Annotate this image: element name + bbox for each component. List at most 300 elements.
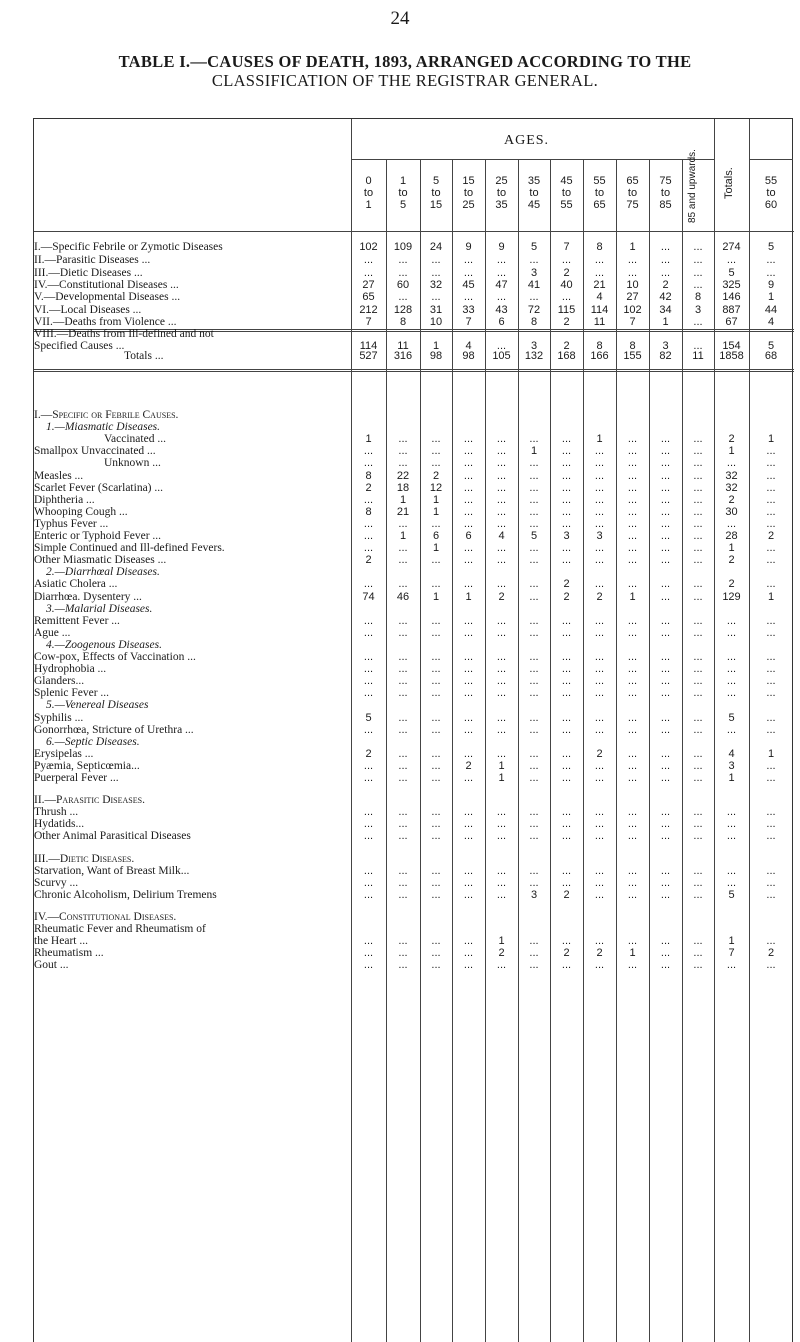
detail-row <box>34 712 794 724</box>
table-cell: ... <box>660 760 671 772</box>
table-cell: ... <box>660 947 671 959</box>
table-cell: ... <box>463 663 474 675</box>
table-cell: ... <box>561 506 572 518</box>
table-cell: ... <box>594 865 605 877</box>
totals-column-header: Totals. <box>723 167 735 199</box>
table-cell: 22 <box>396 470 410 482</box>
table-cell: ... <box>627 578 638 590</box>
totals-label: Totals ... <box>124 350 164 362</box>
table-cell: 1 <box>432 494 440 506</box>
table-cell: ... <box>561 554 572 566</box>
table-cell: 2 <box>728 578 735 590</box>
table-cell: ... <box>660 675 671 687</box>
detail-row <box>34 794 794 806</box>
table-cell: 2 <box>498 947 505 959</box>
detail-row <box>34 518 794 530</box>
table-cell: ... <box>398 663 408 675</box>
detail-row <box>34 603 794 615</box>
table-cell: ... <box>594 724 605 736</box>
table-cell: ... <box>529 877 539 889</box>
table-cell: ... <box>627 554 638 566</box>
table-cell: 274 <box>722 241 741 253</box>
table-cell: ... <box>693 445 703 457</box>
table-cell: ... <box>529 627 539 639</box>
detail-row <box>34 923 794 935</box>
table-cell: ... <box>431 291 441 303</box>
table-cell: ... <box>463 518 474 530</box>
table-cell: ... <box>363 675 374 687</box>
table-cell: ... <box>627 542 638 554</box>
table-cell: ... <box>496 506 507 518</box>
row-label: Ague ... <box>34 627 71 639</box>
table-cell: ... <box>561 675 572 687</box>
table-cell: 21 <box>593 279 606 291</box>
detail-row <box>34 959 794 971</box>
table-cell: 11 <box>593 316 606 328</box>
table-cell: ... <box>463 865 474 877</box>
table-cell: 5 <box>767 340 775 352</box>
table-cell: ... <box>627 267 638 279</box>
table-cell: 60 <box>396 279 410 291</box>
table-cell: 6 <box>498 316 505 328</box>
table-cell: ... <box>561 445 572 457</box>
table-cell: ... <box>431 518 441 530</box>
table-cell: ... <box>627 433 638 445</box>
table-cell: 114 <box>590 304 609 316</box>
row-label: Syphilis ... <box>34 712 84 724</box>
table-cell: 8 <box>365 470 372 482</box>
table-cell: ... <box>431 947 441 959</box>
detail-row <box>34 470 794 482</box>
table-cell: ... <box>627 530 638 542</box>
table-cell: ... <box>529 663 539 675</box>
table-cell: ... <box>726 675 737 687</box>
table-cell: ... <box>627 724 638 736</box>
table-cell: ... <box>561 518 572 530</box>
header-bottom-rule <box>34 231 794 232</box>
table-cell: ... <box>594 615 605 627</box>
table-cell: ... <box>398 254 408 266</box>
row-label: Diarrhœa. Dysentery ... <box>34 591 142 603</box>
table-cell: 1 <box>629 947 636 959</box>
table-cell: 47 <box>495 279 508 291</box>
table-cell: ... <box>594 760 605 772</box>
row-label: 3.—Malarial Diseases. <box>46 603 153 615</box>
table-cell: ... <box>529 712 539 724</box>
table-cell: ... <box>726 865 737 877</box>
table-cell: ... <box>693 724 703 736</box>
table-cell: ... <box>431 877 441 889</box>
table-cell: ... <box>693 830 703 842</box>
table-cell: ... <box>726 806 737 818</box>
table-cell: ... <box>627 615 638 627</box>
causes-of-death-table <box>33 118 793 1342</box>
table-cell: 146 <box>722 291 741 303</box>
row-label: 1.—Miasmatic Diseases. <box>46 421 161 433</box>
table-cell: ... <box>398 877 408 889</box>
table-cell: 45 <box>462 279 475 291</box>
table-cell: ... <box>529 457 539 469</box>
row-label: Chronic Alcoholism, Delirium Tremens <box>34 889 217 901</box>
table-cell: ... <box>660 506 671 518</box>
table-cell: 2 <box>728 554 735 566</box>
table-cell: ... <box>496 877 507 889</box>
table-cell: ... <box>693 675 703 687</box>
total-cell: 68 <box>764 350 778 362</box>
table-cell: ... <box>529 506 539 518</box>
row-label: Typhus Fever ... <box>34 518 109 530</box>
age-column-header: 0 to 1 <box>363 175 374 211</box>
table-cell: ... <box>561 818 572 830</box>
table-cell: ... <box>627 760 638 772</box>
title-line-2: CLASSIFICATION OF THE REGISTRAR GENERAL. <box>211 71 599 90</box>
table-cell: ... <box>693 651 703 663</box>
table-cell: ... <box>561 542 572 554</box>
table-cell: 65 <box>362 291 375 303</box>
table-cell: ... <box>363 542 374 554</box>
table-cell: ... <box>766 818 776 830</box>
table-cell: ... <box>496 818 507 830</box>
table-cell: ... <box>463 959 474 971</box>
table-cell: ... <box>363 724 374 736</box>
ages-underline <box>351 159 714 160</box>
table-cell: ... <box>726 687 737 699</box>
table-cell: ... <box>660 578 671 590</box>
summary-row <box>34 241 794 253</box>
table-cell: ... <box>431 457 441 469</box>
table-cell: ... <box>529 591 539 603</box>
table-cell: ... <box>463 877 474 889</box>
table-cell: 32 <box>725 482 738 494</box>
table-cell: ... <box>627 772 638 784</box>
table-cell: ... <box>431 818 441 830</box>
table-cell: ... <box>693 935 703 947</box>
table-cell: 129 <box>722 591 741 603</box>
table-cell: 67 <box>725 316 738 328</box>
table-cell: ... <box>693 316 703 328</box>
table-cell: ... <box>660 433 671 445</box>
detail-row <box>34 615 794 627</box>
table-cell: ... <box>363 760 374 772</box>
detail-row <box>34 409 794 421</box>
table-cell: 128 <box>393 304 413 316</box>
table-cell: ... <box>496 470 507 482</box>
table-cell: 4 <box>498 530 505 542</box>
table-cell: ... <box>594 482 605 494</box>
table-cell: ... <box>398 457 408 469</box>
table-cell: ... <box>627 675 638 687</box>
table-cell: ... <box>693 806 703 818</box>
table-cell: ... <box>431 724 441 736</box>
table-cell: ... <box>766 470 776 482</box>
table-cell: ... <box>363 445 374 457</box>
table-cell: ... <box>627 506 638 518</box>
table-cell: 43 <box>495 304 508 316</box>
table-cell: ... <box>660 457 671 469</box>
table-cell: ... <box>594 457 605 469</box>
table-cell: ... <box>561 806 572 818</box>
table-cell: ... <box>766 935 776 947</box>
row-label: Starvation, Want of Breast Milk... <box>34 865 190 877</box>
detail-row <box>34 911 794 923</box>
table-cell: ... <box>766 506 776 518</box>
page-number: 24 <box>390 8 410 29</box>
table-cell: ... <box>766 615 776 627</box>
table-cell: ... <box>766 724 776 736</box>
table-cell: ... <box>529 518 539 530</box>
table-cell: 40 <box>560 279 573 291</box>
table-cell: ... <box>529 687 539 699</box>
table-cell: ... <box>431 651 441 663</box>
table-cell: 1 <box>465 591 472 603</box>
table-cell: ... <box>627 818 638 830</box>
table-cell: 4 <box>728 748 735 760</box>
table-cell: ... <box>463 506 474 518</box>
table-cell: 2 <box>563 267 570 279</box>
table-cell: ... <box>660 935 671 947</box>
table-cell: ... <box>561 959 572 971</box>
table-cell: ... <box>496 959 507 971</box>
table-cell: ... <box>496 748 507 760</box>
table-cell: ... <box>496 687 507 699</box>
table-cell: ... <box>660 748 671 760</box>
table-cell: ... <box>627 830 638 842</box>
table-cell: ... <box>766 494 776 506</box>
detail-row <box>34 877 794 889</box>
table-cell: ... <box>627 470 638 482</box>
table-cell: 8 <box>596 340 603 352</box>
detail-row <box>34 687 794 699</box>
table-cell: ... <box>496 651 507 663</box>
table-cell: ... <box>529 947 539 959</box>
detail-row <box>34 748 794 760</box>
row-label: 6.—Septic Diseases. <box>46 736 140 748</box>
table-cell: 1 <box>767 433 775 445</box>
table-title <box>40 52 770 90</box>
table-cell: ... <box>496 615 507 627</box>
table-cell: ... <box>627 663 638 675</box>
table-cell: ... <box>496 254 507 266</box>
table-cell: ... <box>693 591 703 603</box>
table-cell: ... <box>766 554 776 566</box>
table-cell: 1 <box>365 433 372 445</box>
table-cell: ... <box>660 542 671 554</box>
table-cell: 2 <box>728 433 735 445</box>
table-cell: ... <box>594 959 605 971</box>
table-cell: 1 <box>728 935 735 947</box>
table-cell: ... <box>693 627 703 639</box>
table-cell: ... <box>529 578 539 590</box>
table-cell: ... <box>529 772 539 784</box>
table-cell: ... <box>398 433 408 445</box>
table-cell: ... <box>594 254 605 266</box>
row-label: Thrush ... <box>34 806 79 818</box>
table-cell: ... <box>496 578 507 590</box>
table-cell: 1 <box>432 591 440 603</box>
table-cell: 2 <box>498 591 505 603</box>
table-cell: ... <box>463 818 474 830</box>
table-cell: ... <box>496 267 507 279</box>
table-cell: ... <box>496 712 507 724</box>
table-cell: ... <box>693 254 703 266</box>
table-cell: ... <box>594 578 605 590</box>
row-label: Enteric or Typhoid Fever ... <box>34 530 162 542</box>
detail-row <box>34 830 794 842</box>
detail-row <box>34 651 794 663</box>
table-cell: ... <box>496 542 507 554</box>
table-cell: ... <box>693 959 703 971</box>
table-cell: ... <box>363 494 374 506</box>
table-cell: ... <box>693 457 703 469</box>
table-cell: ... <box>363 772 374 784</box>
table-cell: 1 <box>767 748 775 760</box>
table-cell: ... <box>431 806 441 818</box>
table-cell: ... <box>529 482 539 494</box>
table-cell: ... <box>693 518 703 530</box>
table-cell: 109 <box>393 241 413 253</box>
table-cell: 7 <box>465 316 472 328</box>
table-cell: ... <box>660 877 671 889</box>
table-cell: ... <box>496 291 507 303</box>
table-cell: ... <box>693 279 703 291</box>
detail-row <box>34 578 794 590</box>
table-cell: ... <box>693 748 703 760</box>
row-label: 2.—Diarrhœal Diseases. <box>46 566 160 578</box>
age-column-header: 5 to 15 <box>429 175 443 211</box>
table-cell: ... <box>363 830 374 842</box>
table-cell: ... <box>594 663 605 675</box>
table-cell: 5 <box>365 712 372 724</box>
table-cell: ... <box>363 959 374 971</box>
table-cell: ... <box>594 470 605 482</box>
detail-row <box>34 806 794 818</box>
age-column-header: 45 to 55 <box>560 175 573 211</box>
table-cell: ... <box>594 877 605 889</box>
row-label: Rheumatic Fever and Rheumatism of <box>34 923 206 935</box>
table-cell: ... <box>463 542 474 554</box>
table-cell: ... <box>398 724 408 736</box>
table-cell: ... <box>561 712 572 724</box>
table-cell: 46 <box>396 591 410 603</box>
table-cell: ... <box>398 651 408 663</box>
table-cell: ... <box>363 818 374 830</box>
extra-column-header: 55 to 60 <box>764 175 778 211</box>
table-cell: ... <box>627 935 638 947</box>
table-cell: ... <box>398 542 408 554</box>
table-cell: 27 <box>626 291 639 303</box>
table-cell: ... <box>363 877 374 889</box>
table-cell: ... <box>766 254 776 266</box>
table-cell: ... <box>660 494 671 506</box>
total-cell: 132 <box>524 350 544 362</box>
table-cell: ... <box>363 518 374 530</box>
table-cell: ... <box>463 830 474 842</box>
row-label: Remittent Fever ... <box>34 615 120 627</box>
table-cell: ... <box>463 457 474 469</box>
age-column-header: 65 to 75 <box>626 175 639 211</box>
table-cell: ... <box>431 760 441 772</box>
table-cell: ... <box>463 947 474 959</box>
table-cell: ... <box>561 760 572 772</box>
table-cell: ... <box>660 267 671 279</box>
total-cell: 1858 <box>719 350 744 362</box>
table-cell: 1 <box>767 291 775 303</box>
detail-row <box>34 566 794 578</box>
table-cell: ... <box>766 445 776 457</box>
table-cell: 74 <box>362 591 375 603</box>
table-cell: 28 <box>725 530 738 542</box>
table-cell: ... <box>766 542 776 554</box>
row-label: II.—Parasitic Diseases. <box>34 794 145 806</box>
table-cell: ... <box>496 554 507 566</box>
table-cell: 1 <box>596 433 603 445</box>
table-cell: ... <box>594 506 605 518</box>
table-cell: ... <box>398 748 408 760</box>
table-cell: ... <box>431 712 441 724</box>
table-cell: ... <box>693 760 703 772</box>
table-cell: ... <box>693 877 703 889</box>
table-cell: ... <box>660 627 671 639</box>
table-cell: ... <box>398 760 408 772</box>
table-cell: 114 <box>359 340 378 352</box>
row-label: Hydrophobia ... <box>34 663 107 675</box>
row-label: Rheumatism ... <box>34 947 104 959</box>
table-cell: ... <box>398 806 408 818</box>
age-column-header: 75 to 85 <box>659 175 672 211</box>
table-cell: ... <box>431 865 441 877</box>
table-cell: 3 <box>530 889 538 901</box>
row-label: I.—Specific Febrile or Zymotic Diseases <box>34 241 223 253</box>
table-cell: ... <box>660 806 671 818</box>
table-cell: ... <box>496 865 507 877</box>
table-cell: ... <box>561 663 572 675</box>
table-cell: ... <box>594 935 605 947</box>
row-label: IV.—Constitutional Diseases ... <box>34 279 179 291</box>
table-cell: 27 <box>362 279 375 291</box>
table-cell: ... <box>398 947 408 959</box>
table-cell: ... <box>431 687 441 699</box>
table-cell: ... <box>561 748 572 760</box>
summary-row <box>34 316 794 328</box>
table-cell: ... <box>398 818 408 830</box>
table-cell: ... <box>693 241 703 253</box>
table-cell: ... <box>627 627 638 639</box>
table-cell: 4 <box>465 340 472 352</box>
table-cell: 115 <box>557 304 576 316</box>
table-cell: ... <box>726 627 737 639</box>
table-cell: 31 <box>429 304 443 316</box>
table-cell: 7 <box>563 241 570 253</box>
table-cell: ... <box>766 877 776 889</box>
table-cell: ... <box>463 470 474 482</box>
summary-row <box>34 267 794 279</box>
table-cell: ... <box>529 542 539 554</box>
table-cell: ... <box>496 340 507 352</box>
row-label: Pyæmia, Septicœmia... <box>34 760 140 772</box>
table-cell: ... <box>496 806 507 818</box>
row-label: III.—Dietic Diseases. <box>34 853 135 865</box>
table-cell: ... <box>766 772 776 784</box>
table-cell: ... <box>766 806 776 818</box>
table-cell: ... <box>529 806 539 818</box>
row-label: Splenic Fever ... <box>34 687 110 699</box>
table-cell: ... <box>726 457 737 469</box>
row-label: III.—Dietic Diseases ... <box>34 267 143 279</box>
table-cell: ... <box>627 651 638 663</box>
table-cell: ... <box>660 470 671 482</box>
table-cell: ... <box>627 445 638 457</box>
table-cell: ... <box>363 615 374 627</box>
